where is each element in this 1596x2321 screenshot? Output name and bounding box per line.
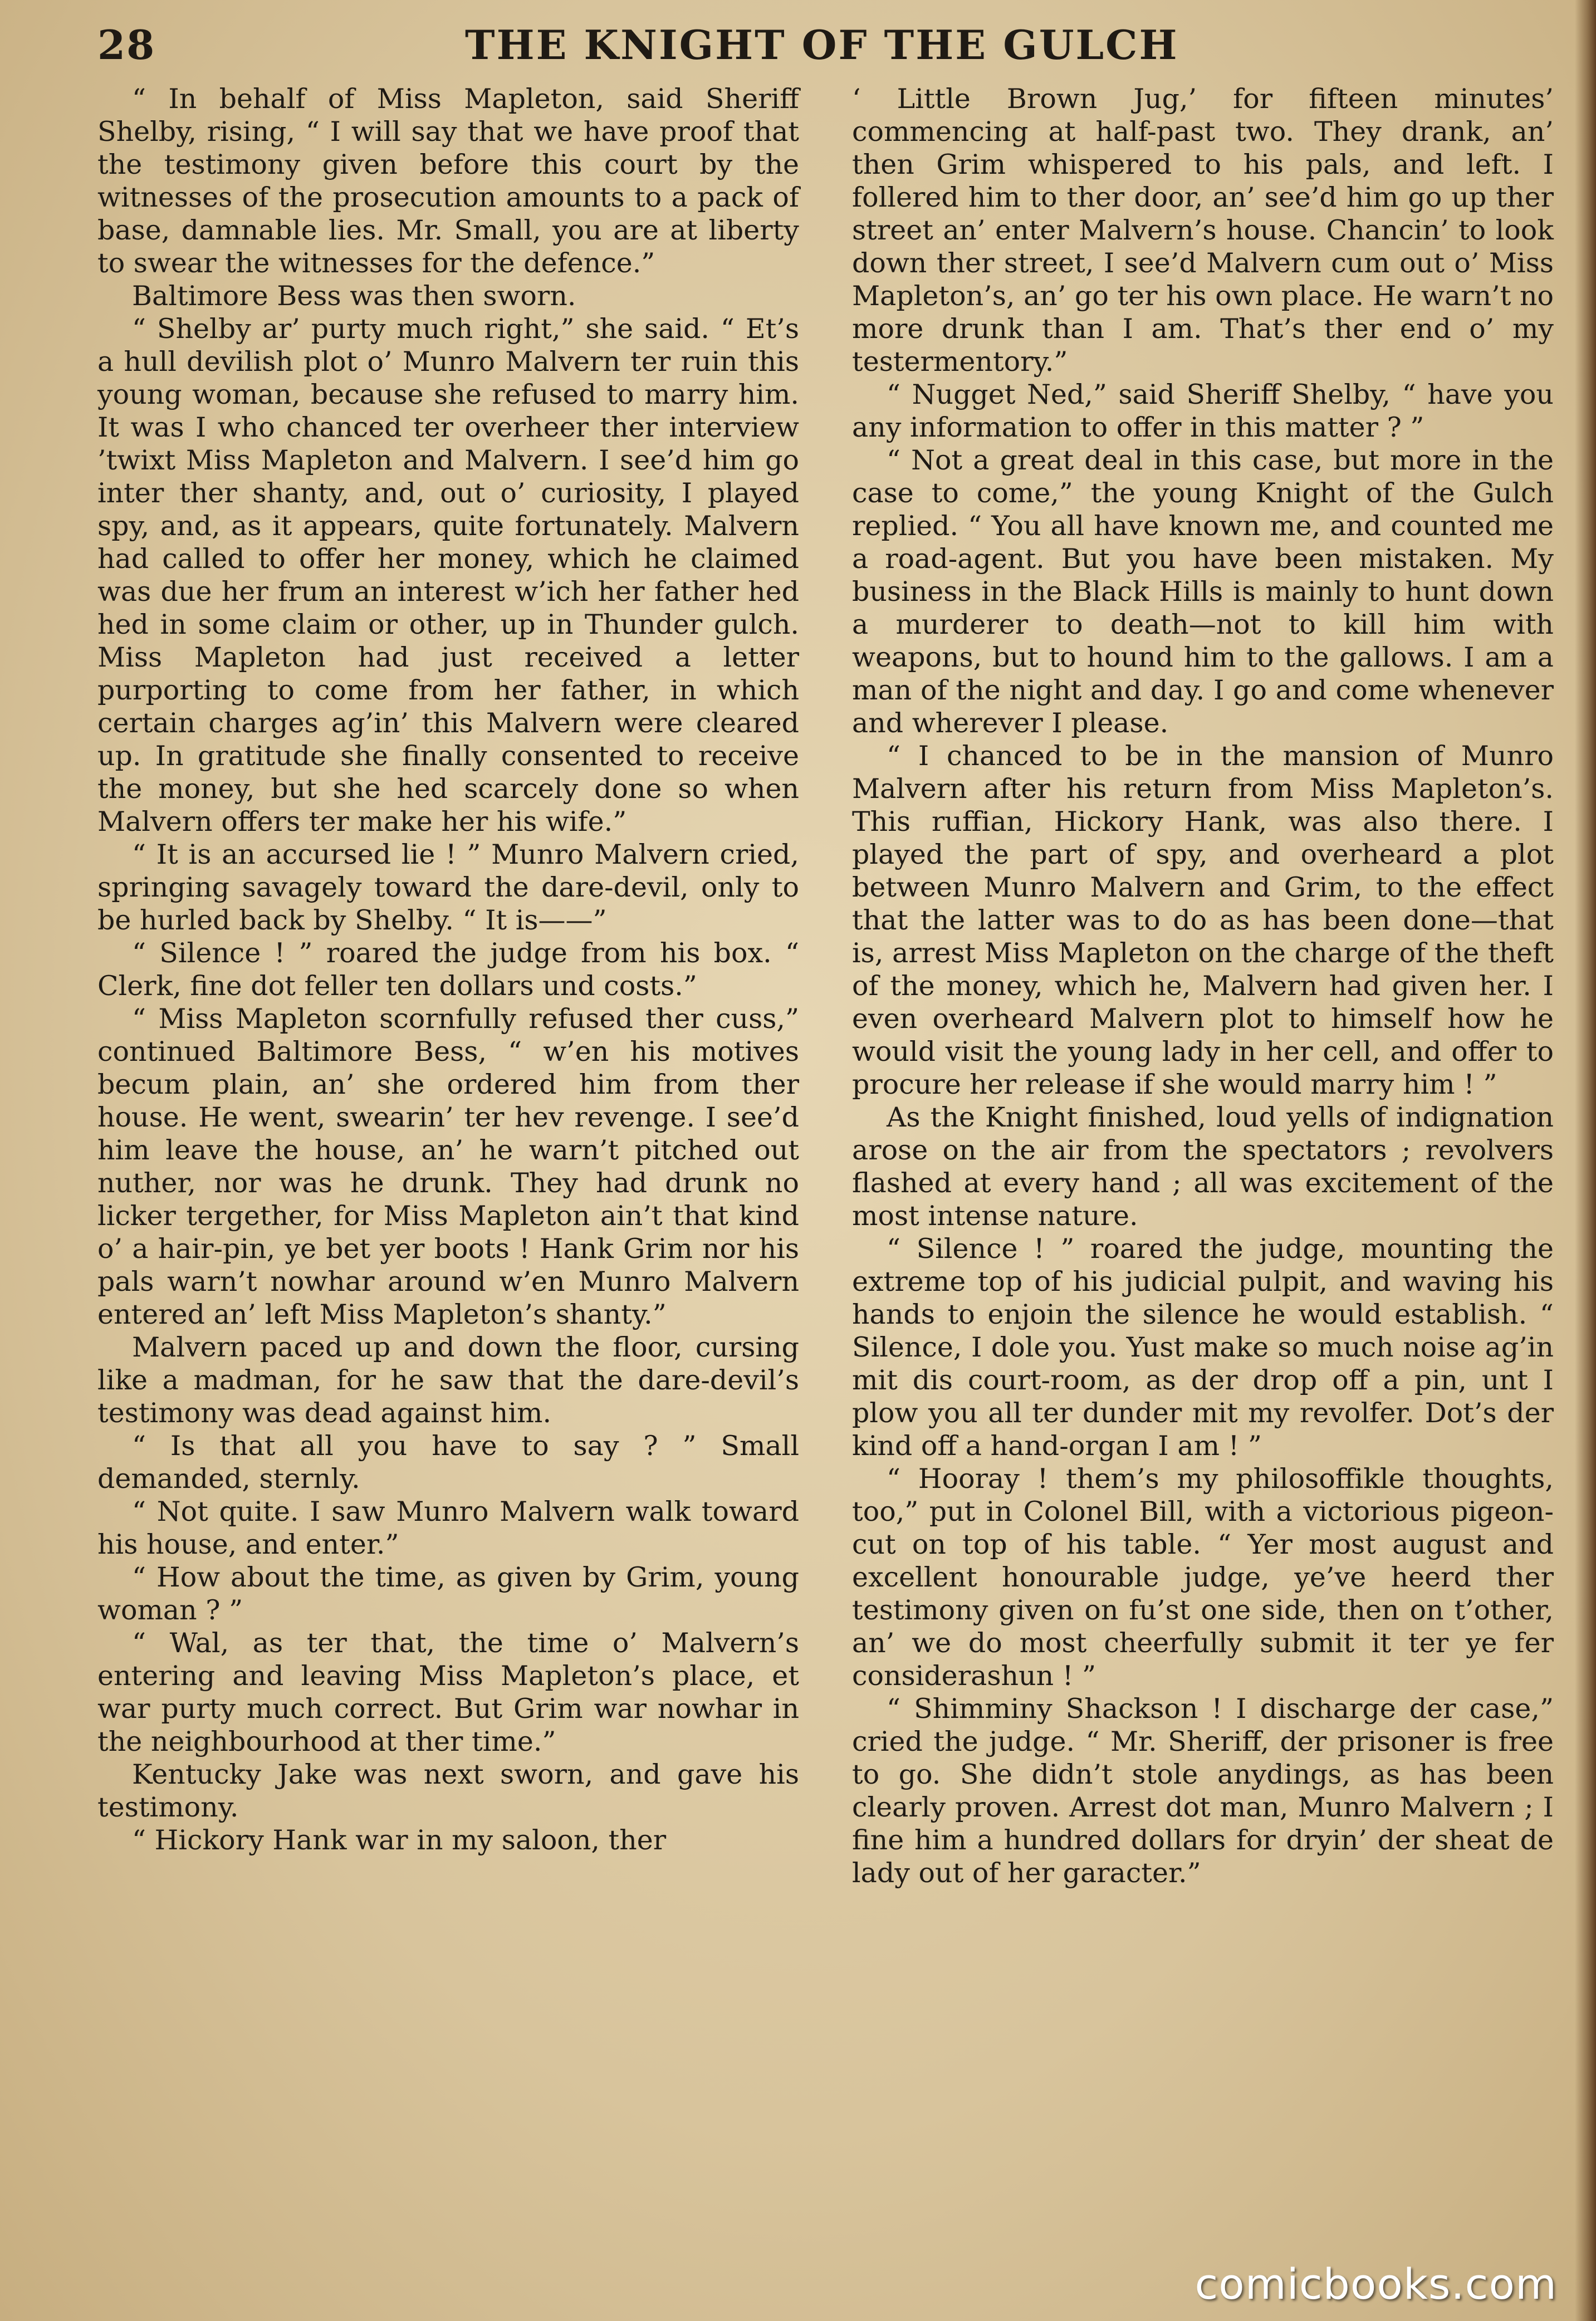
paragraph: “ Silence ! ” roared the judge, mounting the extreme top of his judicial pulpit, and waving his hands to enjoin the silence he would establish. “ Silence, I dole you. Yust make so much noise ag’in mit dis court-room, as der drop off a pin, unt I plow you all ter dunder mit my revolfer. Dot’s der kind off a hand-organ I am ! ” <box>852 1233 1554 1462</box>
paragraph: “ How about the time, as given by Grim, young woman ? ” <box>97 1561 799 1626</box>
page-number: 28 <box>97 21 156 68</box>
paragraph: Kentucky Jake was next sworn, and gave his testimony. <box>97 1759 799 1823</box>
paragraph: Baltimore Bess was then sworn. <box>132 280 576 312</box>
paragraph: “ Hickory Hank war in my saloon, ther <box>132 1824 667 1856</box>
paragraph: “ Nugget Ned,” said Sheriff Shelby, “ have you any information to offer in this matter ? ” <box>852 379 1554 443</box>
paragraph: “ It is an accursed lie ! ” Munro Malvern cried, springing savagely toward the dare-devil, only to be hurled back by Shelby. “ It is——” <box>97 839 799 936</box>
running-title: THE KNIGHT OF THE GULCH <box>465 21 1179 68</box>
paragraph: “ Hooray ! them’s my philosoffikle thoughts, too,” put in Colonel Bill, with a victorious pigeon-cut on top of his table. “ Yer most august and excellent honourable judge, ye’ve heerd ther testimony given on fu’st one side, then on t’other, an’ we do most cheerfully submit it ter ye fer considerashun ! ” <box>852 1463 1554 1692</box>
paragraph: “ Silence ! ” roared the judge from his box. “ Clerk, fine dot feller ten dollars und costs.” <box>97 937 799 1002</box>
paragraph: “ Shelby ar’ purty much right,” she said. “ Et’s a hull devilish plot o’ Munro Malvern ter ruin this young woman, because she refused to marry him. It was I who chanced ter overheer ther interview ’twixt Miss Mapleton and Malvern. I see’d him go inter ther shanty, and, out o’ curiosity, I played spy, and, as it appears, quite fortunately. Malvern had called to offer her money, which he claimed was due her frum an interest w’ich her father hed hed in some claim or other, up in Thunder gulch. Miss Mapleton had just received a letter purporting to come from her father, in which certain charges ag’in’ this Malvern were cleared up. In gratitude she finally consented to receive the money, but she hed scarcely done so when Malvern offers ter make her his wife.” <box>97 313 799 838</box>
paragraph: “ Not a great deal in this case, but more in the case to come,” the young Knight of the Gulch replied. “ You all have known me, and counted me a road-agent. But you have been mistaken. My business in the Black Hills is mainly to hunt down a murderer to death—not to kill him with weapons, but to hound him to the gallows. I am a man of the night and day. I go and come whenever and wherever I please. <box>852 444 1554 739</box>
paragraph: “ Shimminy Shackson ! I discharge der case,” cried the judge. “ Mr. Sheriff, der prisoner is free to go. She didn’t stole anydings, as has been clearly proven. Arrest dot man, Munro Malvern ; I fine him a hundred dollars for dryin’ der sheat de lady out of her garacter.” <box>852 1693 1554 1889</box>
paragraph: Malvern paced up and down the floor, cursing like a madman, for he saw that the dare-devil’s testimony was dead against him. <box>97 1331 799 1429</box>
page-edge-shadow <box>1575 0 1596 2321</box>
paragraph: As the Knight finished, loud yells of indignation arose on the air from the spectators ; revolvers flashed at every hand ; all was excitement of the most intense nature. <box>852 1101 1554 1232</box>
watermark: comicbooks.com <box>1194 2259 1557 2309</box>
paragraph: “ Not quite. I saw Munro Malvern walk toward his house, and enter.” <box>97 1496 799 1560</box>
paragraph: “ In behalf of Miss Mapleton, said Sheriff Shelby, rising, “ I will say that we have proof that the testimony given before this court by the witnesses of the prosecution amounts to a pack of base, damnable lies. Mr. Small, you are at liberty to swear the witnesses for the defence.” <box>97 83 799 279</box>
right-column <box>852 82 1554 1889</box>
paragraph: “ I chanced to be in the mansion of Munro Malvern after his return from Miss Mapleton’s. This ruffian, Hickory Hank, was also there. I played the part of spy, and overheard a plot between Munro Malvern and Grim, to the effect that the latter was to do as has been done—that is, arrest Miss Mapleton on the charge of the theft of the money, which he, Malvern had given her. I even overheard Malvern plot to himself how he would visit the young lady in her cell, and offer to procure her release if she would marry him ! ” <box>852 740 1554 1100</box>
page-header <box>97 17 1568 78</box>
paragraph: ‘ Little Brown Jug,’ for fifteen minutes’ commencing at half-past two. They drank, an’ then Grim whispered to his pals, and left. I follered him to ther door, an’ see’d him go up ther street an’ enter Malvern’s house. Chancin’ to look down ther street, I see’d Malvern cum out o’ Miss Mapleton’s, an’ go ter his own place. He warn’t no more drunk than I am. That’s ther end o’ my testermentory.” <box>852 83 1554 378</box>
paragraph: “ Miss Mapleton scornfully refused ther cuss,” continued Baltimore Bess, “ w’en his motives becum plain, an’ she ordered him from ther house. He went, swearin’ ter hev revenge. I see’d him leave the house, an’ he warn’t pitched out nuther, nor was he drunk. They had drunk no licker tergether, for Miss Mapleton ain’t that kind o’ a hair-pin, ye bet yer boots ! Hank Grim nor his pals warn’t nowhar around w’en Munro Malvern entered an’ left Miss Mapleton’s shanty.” <box>97 1003 799 1330</box>
paragraph: “ Is that all you have to say ? ” Small demanded, sternly. <box>97 1430 799 1495</box>
left-column <box>97 82 799 1857</box>
paragraph: “ Wal, as ter that, the time o’ Malvern’s entering and leaving Miss Mapleton’s place, et war purty much correct. But Grim war nowhar in the neighbourhood at ther time.” <box>97 1627 799 1757</box>
